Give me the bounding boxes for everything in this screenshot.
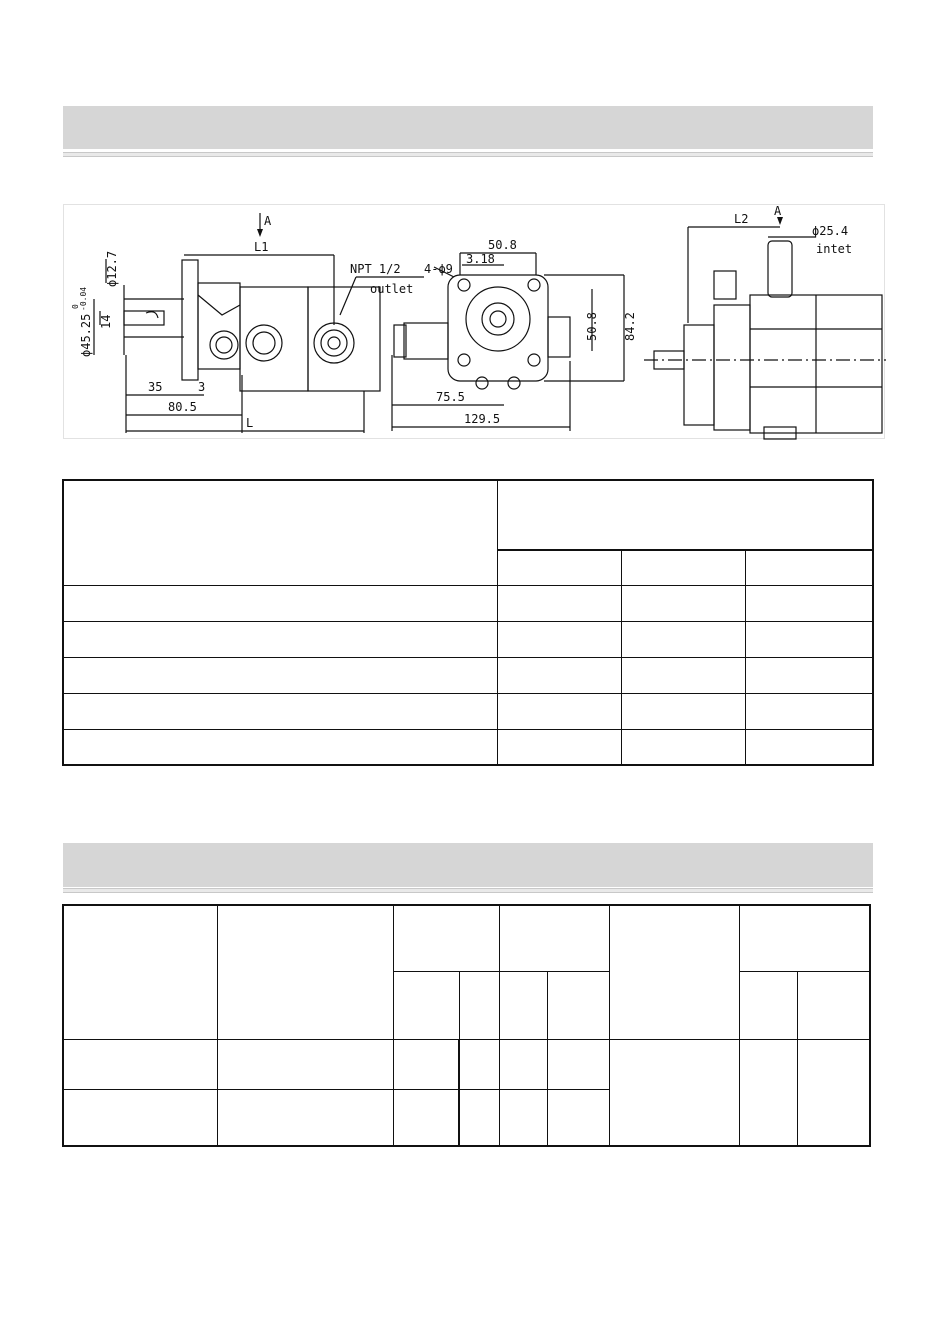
view-arrow-right-label: A [774,205,782,218]
table2-subheader [797,971,870,1039]
inlet-dia-label: ϕ25.4 [812,224,849,238]
dimension-table [62,479,874,766]
dim-50-8-side-label: 50.8 [585,312,599,341]
table-row [63,621,873,657]
table1-subheader [497,550,621,585]
dim-129-5-label: 129.5 [464,412,501,426]
pilot-tol-lower: -0.04 [79,286,88,311]
table2-header-cell [63,905,217,1039]
table-row [63,585,873,621]
table2-subheader [739,971,797,1039]
dim-84-2-label: 84.2 [623,312,637,341]
pilot-tol-upper: 0 [71,304,80,309]
table1-subheader [745,550,873,585]
table1-subheader [621,550,745,585]
table-row [63,657,873,693]
table2-header-cell [609,905,739,1039]
view-arrow-label: A [264,214,272,228]
section-rule-2 [63,888,873,893]
section-rule-1 [63,152,873,157]
dim-75-5-label: 75.5 [436,390,465,404]
length-l-label: L [246,416,254,430]
npt-port-label: NPT 1/2 [350,262,401,276]
table1-group-header [497,480,873,550]
table-row [63,1039,870,1089]
table-row [63,693,873,729]
length-l2-label: L2 [734,212,749,226]
technical-drawing [63,204,885,439]
outlet-label: outlet [370,282,414,296]
section-header-2 [63,843,873,887]
table2-header-cell [217,905,393,1039]
table2-subheader [547,971,609,1039]
table-row [63,729,873,765]
performance-table [62,904,871,1147]
table2-subheader [393,971,459,1039]
table1-header-cell [63,480,497,585]
length-l1-label: L1 [254,240,269,254]
dim-35-label: 35 [148,380,163,394]
inlet-label: intet [816,242,853,256]
dim-3-18-label: 3.18 [466,252,495,266]
table2-subheader [499,971,547,1039]
dim-50-8-top-label: 50.8 [488,238,517,252]
table2-group-header [499,905,609,971]
key-width-label: 14 [99,314,113,329]
dim-3-label: 3 [198,380,206,394]
shaft-dia-label: ϕ12.7 [105,250,119,287]
section-header-1 [63,106,873,149]
pump-dimension-drawing [64,205,886,440]
bolt-holes-label: 4-ϕ9 [424,262,453,276]
table2-group-header [393,905,499,971]
dim-80-5-label: 80.5 [168,400,197,414]
table2-group-header [739,905,870,971]
pilot-dia-label: ϕ45.25 [79,313,93,357]
table2-subheader [459,971,499,1039]
